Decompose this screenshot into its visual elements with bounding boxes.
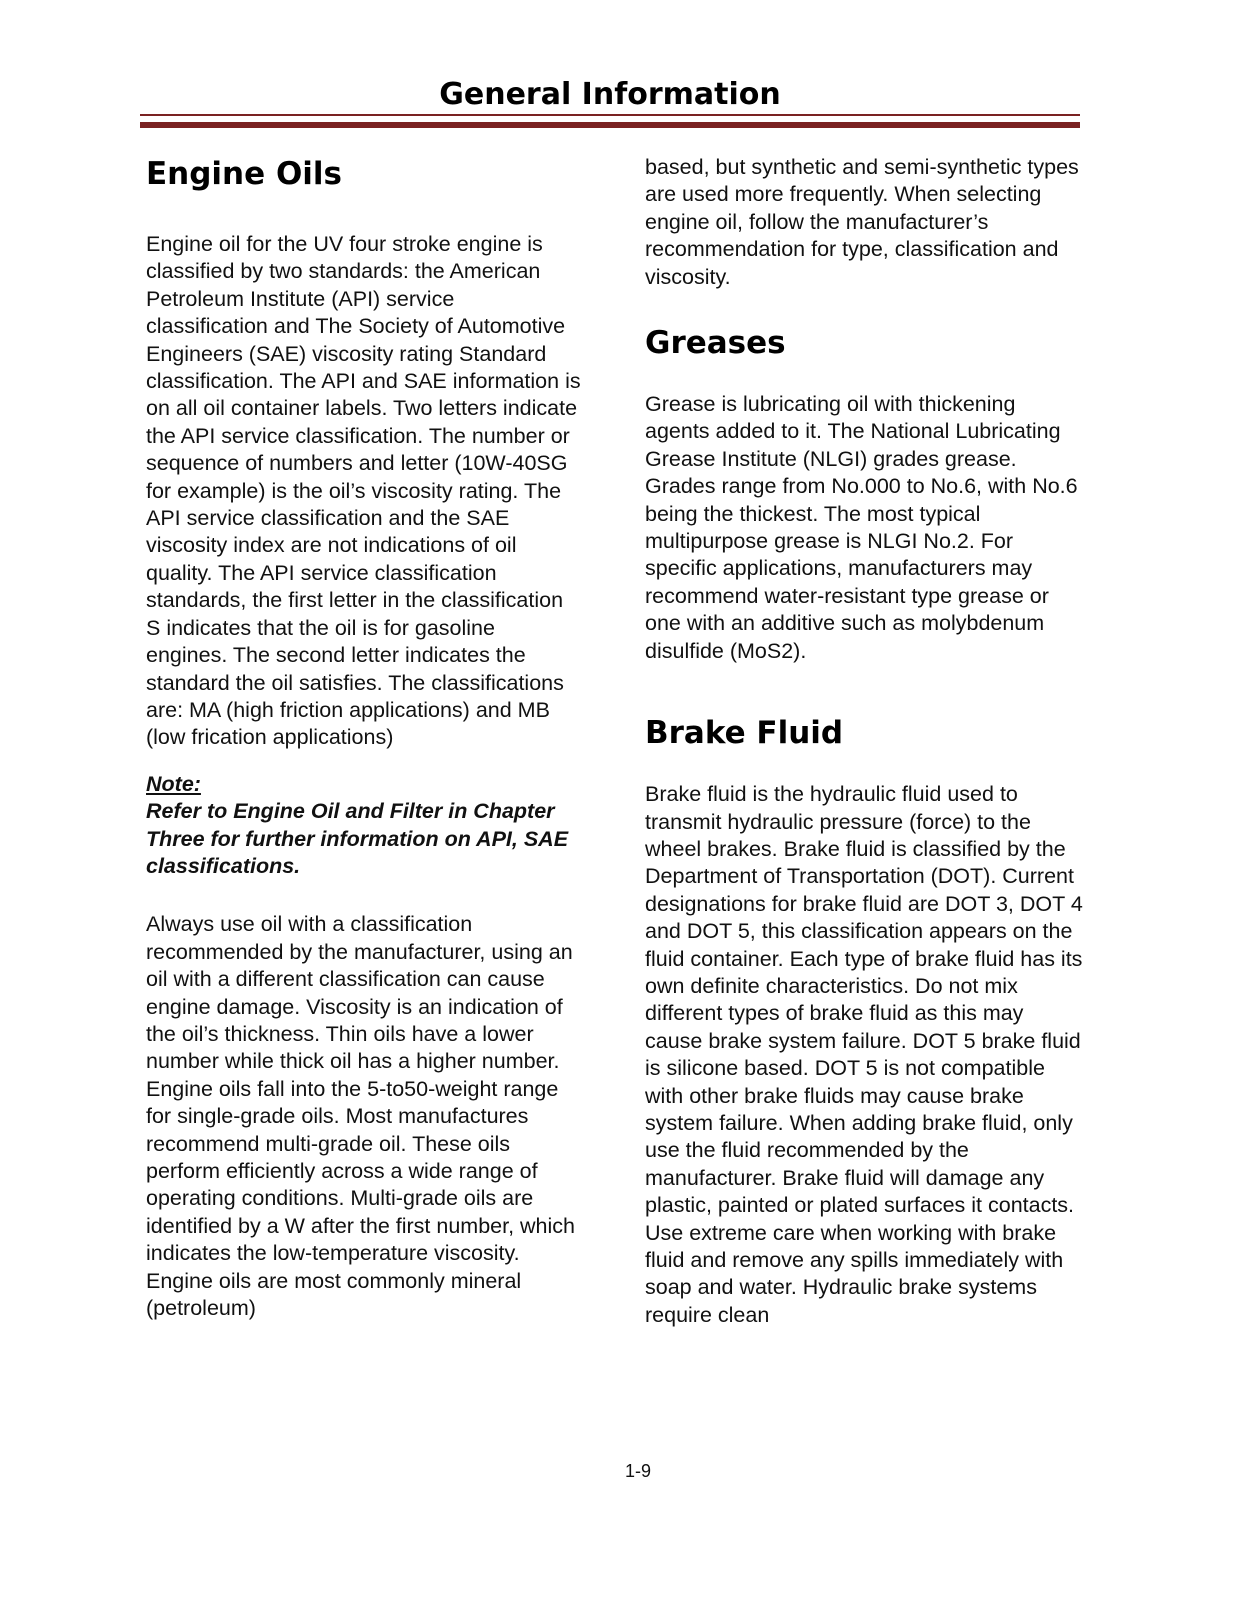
brake-fluid-paragraph: Brake fluid is the hydraulic fluid used to transmit hydraulic pressure (force) to the wheel brakes. Brake fluid is classified by the Department of Transportation (DOT). Current designations for brake fluid are DOT 3, DOT 4 and DOT 5, this classification appears on the fluid container. Each type of brake fluid has its own definite characteristics. Do not mix different types of brake fluid as this may cause brake system failure. DOT 5 brake fluid is silicone based. DOT 5 is not compatible with other brake fluids may cause brake system failure. When adding brake fluid, only use the fluid recommended by the manufacturer. Brake fluid will damage any plastic, painted or plated surfaces it contacts. Use extreme care when working with brake fluid and remove any spills immediately with soap and water. Hydraulic brake systems require clean <box>645 782 1083 1327</box>
section-heading-greases: Greases <box>645 325 786 362</box>
section-heading-brake-fluid: Brake Fluid <box>645 715 844 752</box>
header-rule-thin <box>140 114 1080 116</box>
note-text: Refer to Engine Oil and Filter in Chapter Three for further information on API, SAE classifications. <box>146 799 569 878</box>
engine-oils-continued-paragraph: based, but synthetic and semi-synthetic types are used more frequently. When selecting engine oil, follow the manufacturer’s recommendation for type, classification and viscosity. <box>645 155 1079 289</box>
right-column <box>645 154 1085 1329</box>
note-label: Note: <box>146 771 201 796</box>
page-number: 1-9 <box>624 1461 651 1481</box>
left-column <box>146 154 581 1322</box>
page-header-title: General Information <box>439 77 781 112</box>
header-rule-thick <box>140 122 1080 128</box>
greases-paragraph: Grease is lubricating oil with thickening agents added to it. The National Lubricating Grease Institute (NLGI) grades grease. Grades range from No.000 to No.6, with No.6 being the thickest. The most typical multipurpose grease is NLGI No.2. For specific applications, manufacturers may recommend water-resistant type grease or one with an additive such as molybdenum disulfide (MoS2). <box>645 392 1078 663</box>
section-heading-engine-oils: Engine Oils <box>146 156 343 192</box>
engine-oils-paragraph-1: Engine oil for the UV four stroke engine is classified by two standards: the American Petroleum Institute (API) service classification and The Society of Automotive Engineers (SAE) viscosity rating Standard classification. The API and SAE information is on all oil container labels. Two letters indicate the API service classification. The number or sequence of numbers and letter (10W-40SG for example) is the oil’s viscosity rating. The API service classification and the SAE viscosity index are not indications of oil quality. The API service classification standards, the first letter in the classification S indicates that the oil is for gasoline engines. The second letter indicates the standard the oil satisfies. The classifications are: MA (high friction applications) and MB (low frication applications) <box>146 232 581 750</box>
engine-oils-paragraph-2: Always use oil with a classification recommended by the manufacturer, using an oil with a different classification can cause engine damage. Viscosity is an indication of the oil’s thickness. Thin oils have a lower number while thick oil has a higher number. Engine oils fall into the 5-to50-weight range for single-grade oils. Most manufactures recommend multi-grade oil. These oils perform efficiently across a wide range of operating conditions. Multi-grade oils are identified by a W after the first number, which indicates the low-temperature viscosity. Engine oils are most commonly mineral (petroleum) <box>146 912 576 1321</box>
